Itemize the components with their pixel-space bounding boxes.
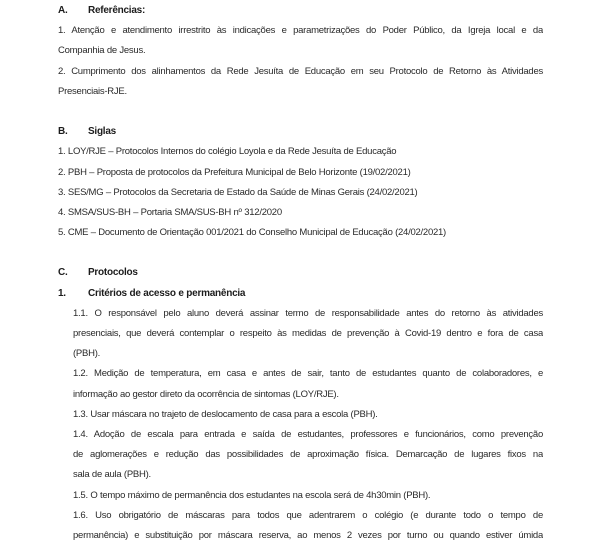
text-line: 1.2. Medição de temperatura, em casa e antes de sair, tanto de estudantes quanto de colaboradores, e [73, 368, 543, 380]
text-line: presenciais, que deverá contemplar o respeito às medidas de prevenção à Covid-19 dentro e fora de casa [73, 328, 543, 339]
text-line: 1.4. Adoção de escala para entrada e saída de estudantes, professores e funcionários, como prevenção [73, 428, 543, 440]
text-line: sala de aula (PBH). [73, 469, 151, 481]
document-page [58, 1, 543, 546]
text-line: 1.5. O tempo máximo de permanência dos estudantes na escola será de 4h30min (PBH). [73, 489, 431, 501]
section-label: C. [58, 267, 68, 279]
section-heading-siglas [58, 122, 543, 142]
text-line: Presenciais-RJE. [58, 85, 127, 97]
section-title: Protocolos [88, 267, 138, 279]
section-label: A. [58, 5, 68, 16]
text-line: (PBH). [73, 348, 100, 360]
text-line: 2. Cumprimento dos alinhamentos da Rede Jesuíta de Educação em seu Protocolo de Retorno às Atividades [58, 65, 543, 77]
section-label: B. [58, 126, 68, 138]
text-line: 4. SMSA/SUS-BH – Portaria SMA/SUS-BH nº 312/2020 [58, 206, 282, 218]
text-line: 3. SES/MG – Protocolos da Secretaria de Estado da Saúde de Minas Gerais (24/02/2021) [58, 186, 418, 198]
text-line: Companhia de Jesus. [58, 45, 146, 57]
text-line: 2. PBH – Proposta de protocolos da Prefeitura Municipal de Belo Horizonte (19/02/2021) [58, 166, 411, 178]
text-line: de aglomerações e redução das possibilidades de aproximação física. Demarcação de lugares fixos na [73, 449, 543, 461]
text-line: 1. Atenção e atendimento irrestrito às indicações e parametrizações do Poder Público, da Igreja local e da [58, 25, 543, 37]
text-line: 1. LOY/RJE – Protocolos Internos do colégio Loyola e da Rede Jesuíta de Educação [58, 146, 397, 158]
subsection-title: Critérios de acesso e permanência [88, 287, 246, 299]
section-heading-protocolos [58, 263, 543, 283]
subsection-label: 1. [58, 287, 66, 299]
text-line: informação ao gestor direto da ocorrência de sintomas (LOY/RJE). [73, 388, 339, 400]
section-heading-referencias [58, 1, 543, 21]
text-line: 1.3. Usar máscara no trajeto de deslocamento de casa para a escola (PBH). [73, 408, 378, 420]
text-line: 1.6. Uso obrigatório de máscaras para todos que adentrarem o colégio (e durante todo o tempo de [73, 509, 543, 521]
subsection-heading-criterios [58, 284, 543, 304]
text-line: 1.1. O responsável pelo aluno deverá assinar termo de responsabilidade antes do retorno às atividades [73, 307, 543, 319]
section-title: Siglas [88, 126, 116, 138]
text-line: 5. CME – Documento de Orientação 001/2021 do Conselho Municipal de Educação (24/02/2021) [58, 227, 446, 239]
text-line: permanência) e substituição por máscara reserva, ao menos 2 vezes por turno ou quando estiver úmida [73, 529, 543, 541]
section-title: Referências: [88, 5, 146, 16]
blank-line [58, 102, 543, 122]
blank-line [58, 243, 543, 263]
